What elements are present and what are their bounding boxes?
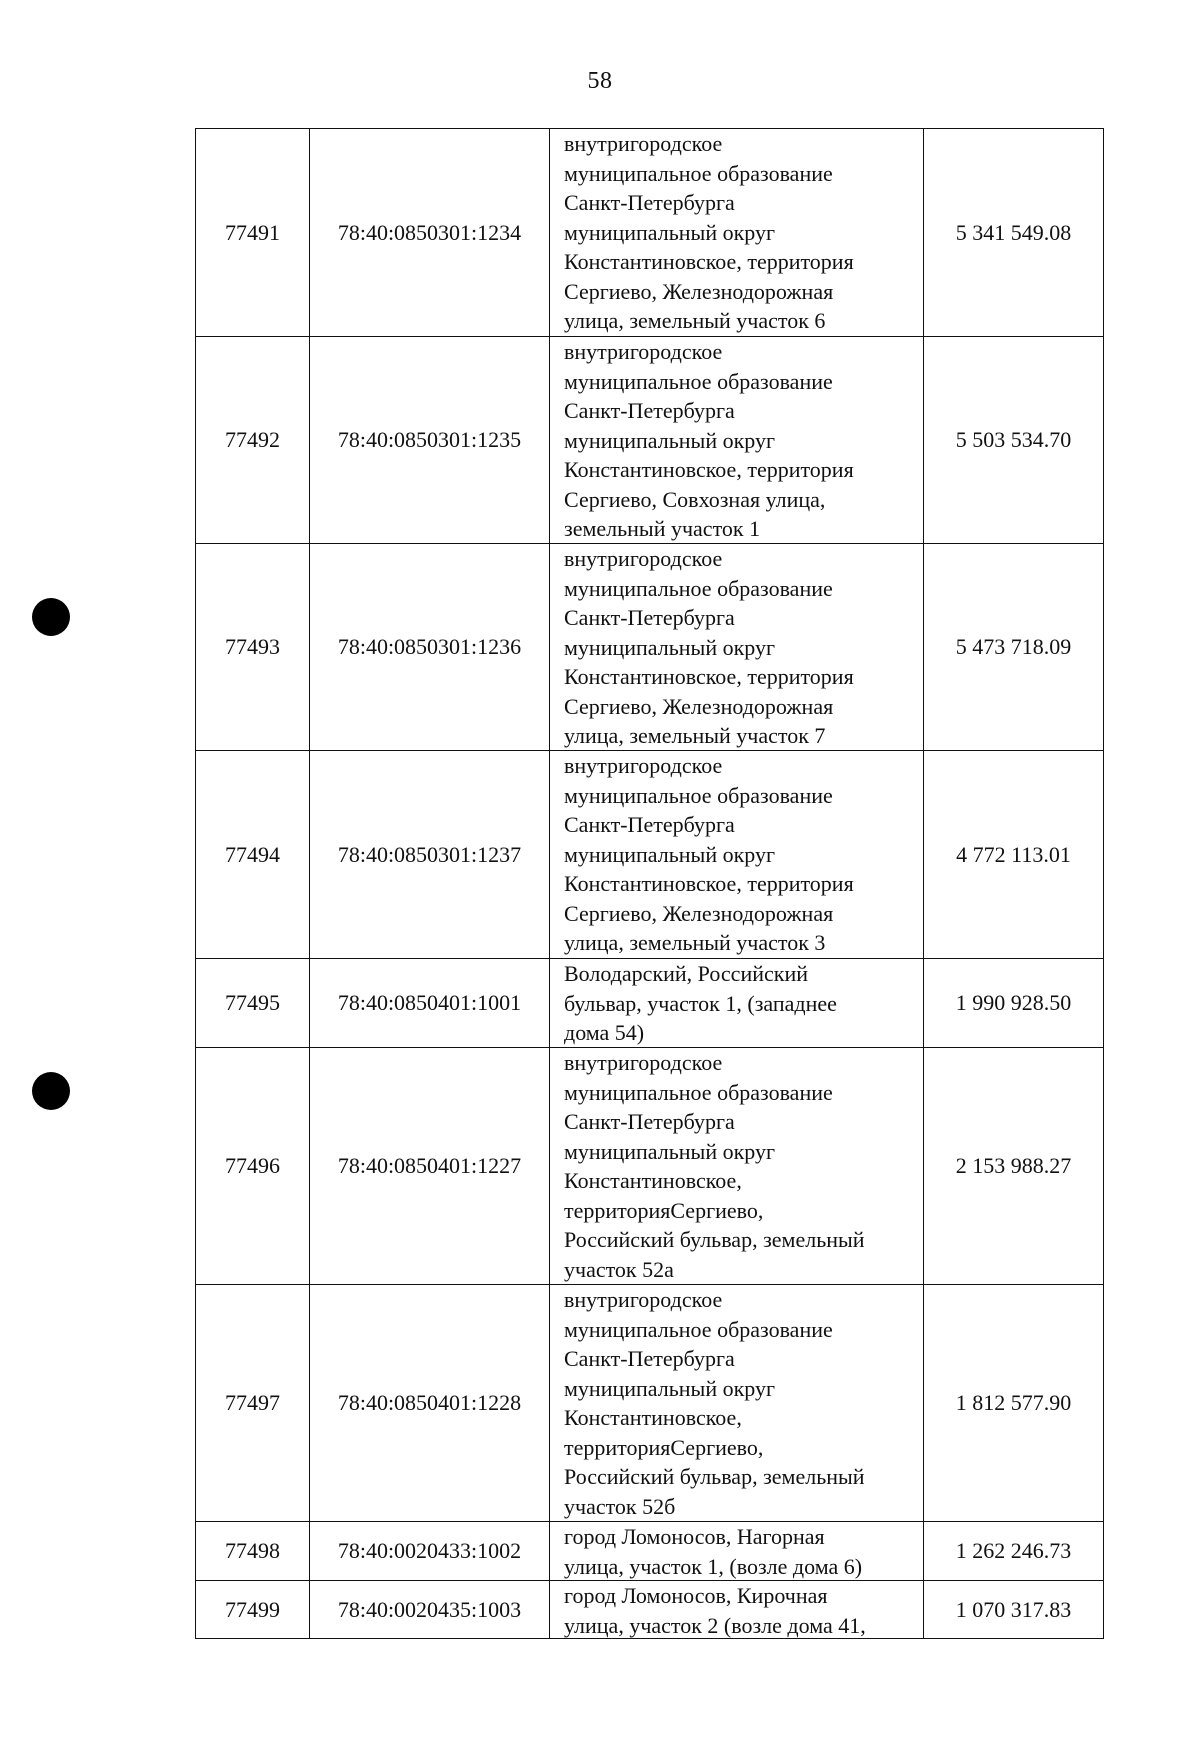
row-number: 77494 bbox=[196, 751, 310, 959]
table-row bbox=[196, 751, 1104, 959]
address: внутригородское муниципальное образование Санкт-Петербурга муниципальный округ Константиновское, территорияСергиево, Российский бульвар, земельный участок 52б bbox=[564, 1287, 865, 1519]
address: Володарский, Российский бульвар, участок 1, (западнее дома 54) bbox=[564, 961, 837, 1045]
cadastral-number: 78:40:0850301:1235 bbox=[310, 337, 550, 544]
table-row bbox=[196, 1285, 1104, 1522]
cadastral-number: 78:40:0850301:1236 bbox=[310, 544, 550, 751]
address: внутригородское муниципальное образование Санкт-Петербурга муниципальный округ Константиновское, территория Сергиево, Железнодорожная улица, земельный участок 3 bbox=[564, 753, 854, 955]
cadastral-number: 78:40:0850401:1228 bbox=[310, 1285, 550, 1522]
cadastral-value-table bbox=[195, 128, 1104, 1639]
cadastral-value: 5 473 718.09 bbox=[924, 544, 1104, 751]
cadastral-value: 1 990 928.50 bbox=[924, 959, 1104, 1048]
cadastral-number: 78:40:0850301:1234 bbox=[310, 129, 550, 337]
cadastral-number: 78:40:0850401:1227 bbox=[310, 1048, 550, 1285]
row-number: 77499 bbox=[196, 1581, 310, 1639]
table-row bbox=[196, 544, 1104, 751]
page-number: 58 bbox=[587, 68, 613, 94]
table-row bbox=[196, 129, 1104, 337]
row-number: 77493 bbox=[196, 544, 310, 751]
address: внутригородское муниципальное образование Санкт-Петербурга муниципальный округ Константиновское, территория Сергиево, Железнодорожная улица, земельный участок 6 bbox=[564, 131, 854, 333]
cadastral-number: 78:40:0020433:1002 bbox=[310, 1522, 550, 1581]
punch-hole bbox=[32, 598, 70, 636]
row-number: 77492 bbox=[196, 337, 310, 544]
address: город Ломоносов, Кирочная улица, участок 2 (возле дома 41, bbox=[564, 1583, 866, 1638]
table-row bbox=[196, 1581, 1104, 1639]
table-row bbox=[196, 1522, 1104, 1581]
address: внутригородское муниципальное образование Санкт-Петербурга муниципальный округ Константиновское, территория Сергиево, Совхозная улица, земельный участок 1 bbox=[564, 339, 854, 541]
address: город Ломоносов, Нагорная улица, участок 1, (возле дома 6) bbox=[564, 1524, 863, 1579]
address: внутригородское муниципальное образование Санкт-Петербурга муниципальный округ Константиновское, территорияСергиево, Российский бульвар, земельный участок 52а bbox=[564, 1050, 865, 1282]
row-number: 77495 bbox=[196, 959, 310, 1048]
punch-hole bbox=[32, 1072, 70, 1110]
row-number: 77497 bbox=[196, 1285, 310, 1522]
address: внутригородское муниципальное образование Санкт-Петербурга муниципальный округ Константиновское, территория Сергиево, Железнодорожная улица, земельный участок 7 bbox=[564, 546, 854, 748]
cadastral-number: 78:40:0850301:1237 bbox=[310, 751, 550, 959]
row-number: 77491 bbox=[196, 129, 310, 337]
cadastral-number: 78:40:0020435:1003 bbox=[310, 1581, 550, 1639]
cadastral-value: 5 503 534.70 bbox=[924, 337, 1104, 544]
row-number: 77496 bbox=[196, 1048, 310, 1285]
cadastral-value: 1 262 246.73 bbox=[924, 1522, 1104, 1581]
cadastral-value: 2 153 988.27 bbox=[924, 1048, 1104, 1285]
table-row bbox=[196, 959, 1104, 1048]
cadastral-value: 1 812 577.90 bbox=[924, 1285, 1104, 1522]
cadastral-value: 5 341 549.08 bbox=[924, 129, 1104, 337]
table-row bbox=[196, 1048, 1104, 1285]
row-number: 77498 bbox=[196, 1522, 310, 1581]
cadastral-value: 4 772 113.01 bbox=[924, 751, 1104, 959]
table-row bbox=[196, 337, 1104, 544]
cadastral-value: 1 070 317.83 bbox=[924, 1581, 1104, 1639]
cadastral-number: 78:40:0850401:1001 bbox=[310, 959, 550, 1048]
